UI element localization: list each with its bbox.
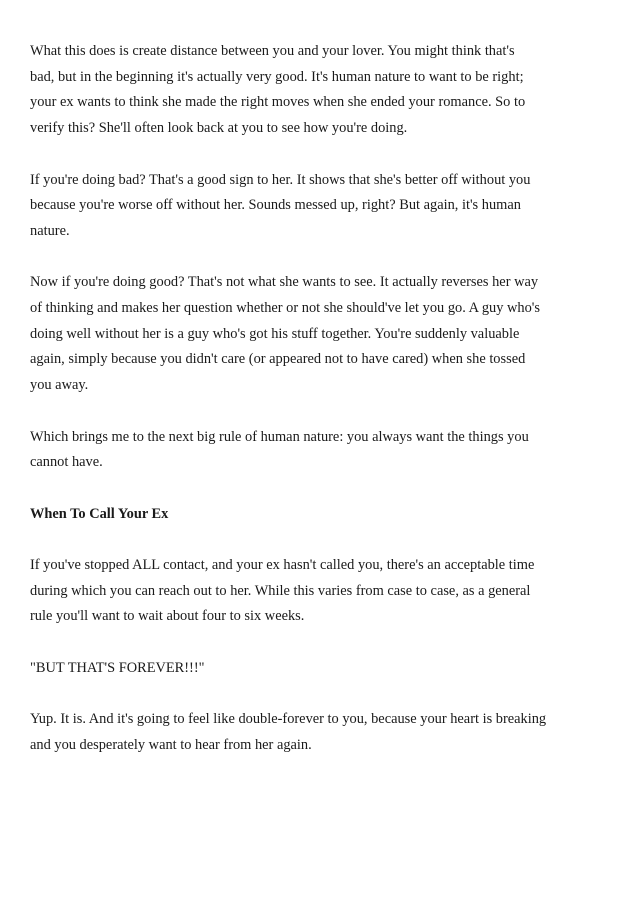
text-line: because you're worse off without her. Sounds messed up, right? But again, it's human — [30, 197, 521, 214]
text-line: Now if you're doing good? That's not what she wants to see. It actually reverses her way — [30, 274, 539, 291]
paragraph-doing-bad — [30, 168, 608, 245]
text-line: of thinking and makes her question whether or not she should've let you go. A guy who's — [30, 300, 540, 316]
paragraph-distance — [30, 39, 608, 142]
text-line: rule you'll want to wait about four to six weeks. — [30, 608, 305, 625]
text-line: your ex wants to think she made the right moves when she ended your romance. So to — [30, 94, 526, 111]
text-line: cannot have. — [30, 454, 103, 471]
text-line: Which brings me to the next big rule of human nature: you always want the things you — [30, 428, 529, 445]
text-line: verify this? She'll often look back at you to see how you're doing. — [30, 120, 408, 137]
text-line: bad, but in the beginning it's actually very good. It's human nature to want to be right; — [30, 68, 524, 85]
heading-text: When To Call Your Ex — [30, 505, 169, 522]
section-heading — [30, 502, 608, 528]
text-line: and you desperately want to hear from her again. — [30, 736, 312, 753]
document-page — [30, 39, 608, 784]
text-line: during which you can reach out to her. While this varies from case to case, as a general — [30, 582, 531, 599]
paragraph-when-to-call — [30, 553, 608, 630]
text-line: What this does is create distance between you and your lover. You might think that's — [30, 43, 515, 59]
text-line: "BUT THAT'S FOREVER!!!" — [30, 659, 205, 676]
paragraph-doing-good — [30, 270, 608, 399]
text-line: If you're doing bad? That's a good sign to her. It shows that she's better off without you — [30, 171, 531, 188]
text-line: nature. — [30, 222, 70, 239]
text-line: doing well without her is a guy who's got his stuff together. You're suddenly valuable — [30, 325, 520, 342]
text-line: you away. — [30, 377, 89, 394]
text-line: Yup. It is. And it's going to feel like double-forever to you, because your heart is breaking — [30, 711, 547, 728]
paragraph-forever-quote — [30, 656, 608, 682]
paragraph-human-nature — [30, 425, 608, 476]
text-line: If you've stopped ALL contact, and your ex hasn't called you, there's an acceptable time — [30, 556, 535, 573]
text-line: again, simply because you didn't care (or appeared not to have cared) when she tossed — [30, 351, 526, 368]
paragraph-yup — [30, 707, 608, 758]
